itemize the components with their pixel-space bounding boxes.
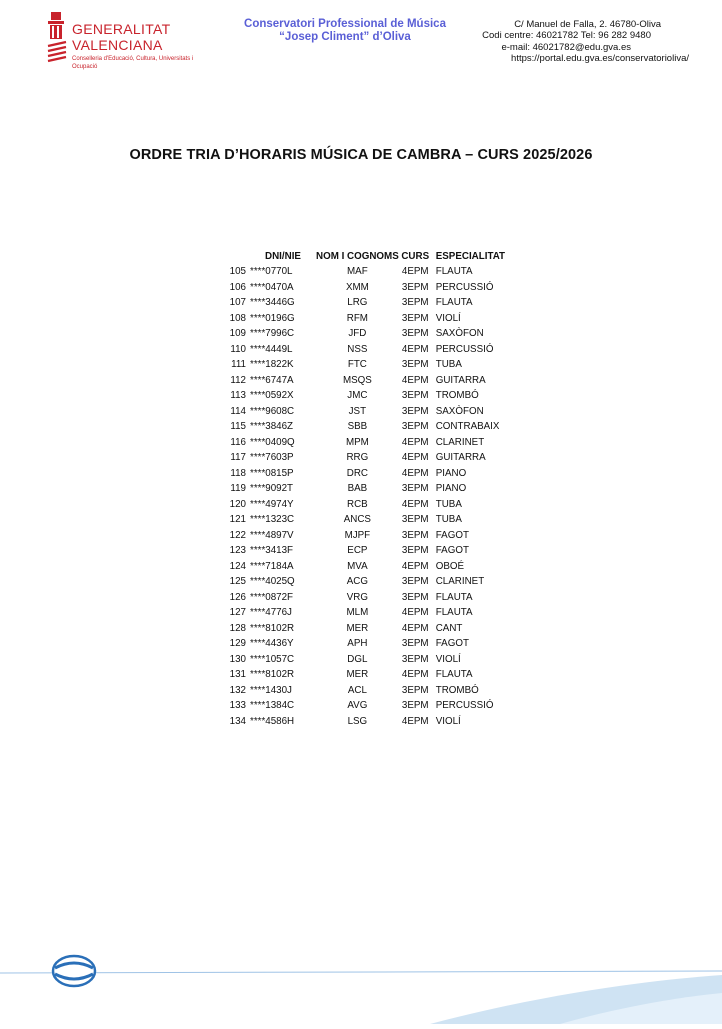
row-number: 118 (230, 467, 246, 479)
row-course: 4EPM (401, 498, 429, 510)
table-row (214, 559, 516, 575)
table-row (214, 543, 516, 559)
row-course: 3EPM (401, 700, 429, 712)
row-course: 3EPM (401, 529, 429, 541)
row-number: 120 (229, 498, 246, 510)
row-course: 4EPM (401, 452, 429, 464)
row-number: 129 (229, 638, 246, 650)
row-dni: ****7184A (250, 560, 294, 572)
row-dni: ****4449L (250, 343, 293, 355)
row-name: VRG (346, 591, 368, 603)
schedule-order-table (214, 248, 516, 729)
page-header (0, 0, 722, 80)
school-name (240, 18, 450, 44)
contact-email: e-mail: 46021782@edu.gva.es (501, 41, 631, 53)
row-dni: ****4897V (250, 529, 294, 541)
row-course: 4EPM (401, 607, 429, 619)
row-number: 121 (229, 514, 246, 526)
table-body (214, 264, 516, 729)
row-dni: ****4776J (250, 607, 292, 619)
row-specialty: PIANO (435, 483, 467, 495)
row-dni: ****3413F (250, 545, 294, 557)
row-dni: ****0470A (250, 281, 294, 293)
table-row (214, 497, 516, 513)
row-number: 108 (229, 312, 246, 324)
row-specialty: TUBA (435, 514, 462, 526)
row-specialty: FLAUTA (435, 591, 473, 603)
table-row (214, 388, 516, 404)
row-number: 113 (230, 390, 246, 402)
table-row (214, 636, 516, 652)
row-name: JFD (348, 328, 367, 340)
row-dni: ****9608C (250, 405, 295, 417)
row-number: 132 (229, 684, 246, 696)
row-specialty: CLARINET (435, 436, 485, 448)
row-dni: ****1323C (250, 514, 295, 526)
row-number: 126 (229, 591, 246, 603)
row-course: 4EPM (401, 560, 429, 572)
school-name-line2: “Josep Climent” d’Oliva (279, 31, 411, 43)
document-title: ORDRE TRIA D’HORARIS MÚSICA DE CAMBRA – CURS 2025/2026 (129, 147, 593, 163)
table-row (214, 574, 516, 590)
row-name: XMM (345, 281, 369, 293)
row-course: 3EPM (401, 638, 429, 650)
table-row (214, 590, 516, 606)
row-dni: ****7996C (250, 328, 295, 340)
row-specialty: TROMBÓ (435, 390, 479, 402)
row-dni: ****4586H (250, 715, 295, 727)
row-course: 3EPM (401, 545, 429, 557)
row-course: 3EPM (401, 359, 429, 371)
row-specialty: VIOLÍ (435, 312, 461, 324)
table-row (214, 698, 516, 714)
row-specialty: FAGOT (435, 545, 469, 557)
row-name: LSG (347, 715, 368, 727)
logo-title-line2: VALENCIANA (72, 37, 163, 53)
row-course: 3EPM (401, 591, 429, 603)
row-course: 3EPM (401, 297, 429, 309)
row-number: 123 (229, 545, 246, 557)
table-row (214, 528, 516, 544)
row-number: 124 (229, 560, 246, 572)
table-row (214, 667, 516, 683)
table-row (214, 326, 516, 342)
table-row (214, 404, 516, 420)
row-name: MLM (346, 607, 369, 619)
row-number: 110 (230, 343, 246, 355)
table-row (214, 714, 516, 730)
logo-subtitle: Conselleria d'Educació, Cultura, Universitats i Ocupació (72, 56, 194, 70)
row-course: 3EPM (401, 483, 429, 495)
row-specialty: PERCUSSIÓ (435, 343, 494, 355)
row-number: 125 (229, 576, 246, 588)
school-name-line1: Conservatori Professional de Música (244, 18, 446, 30)
row-name: LRG (347, 297, 368, 309)
row-name: RCB (347, 498, 368, 510)
table-header-row (214, 248, 516, 264)
table-row (214, 683, 516, 699)
row-dni: ****4974Y (250, 498, 294, 510)
row-number: 114 (230, 405, 246, 417)
row-specialty: PERCUSSIÓ (435, 281, 494, 293)
contact-block (469, 19, 689, 64)
row-specialty: GUITARRA (435, 374, 486, 386)
row-course: 3EPM (401, 653, 429, 665)
row-course: 4EPM (401, 622, 429, 634)
row-dni: ****9092T (250, 483, 294, 495)
row-specialty: VIOLÍ (435, 715, 461, 727)
table-row (214, 280, 516, 296)
row-number: 111 (231, 359, 246, 371)
row-name: JMC (347, 390, 368, 402)
row-dni: ****8102R (250, 669, 295, 681)
row-number: 134 (229, 715, 246, 727)
contact-url: https://portal.edu.gva.es/conservatorioliva/ (511, 52, 689, 64)
row-course: 4EPM (401, 266, 429, 278)
row-number: 109 (229, 328, 246, 340)
row-name: FTC (347, 359, 367, 371)
row-specialty: GUITARRA (435, 452, 486, 464)
row-specialty: FAGOT (435, 529, 469, 541)
header-number (214, 248, 250, 264)
row-dni: ****0409Q (250, 436, 295, 448)
row-course: 4EPM (401, 436, 429, 448)
row-name: AVG (347, 700, 368, 712)
row-dni: ****3446G (250, 297, 295, 309)
table-row (214, 481, 516, 497)
row-name: MER (346, 669, 369, 681)
row-name: MPM (345, 436, 369, 448)
table-row (214, 264, 516, 280)
row-course: 3EPM (401, 281, 429, 293)
row-number: 112 (230, 374, 246, 386)
table-row (214, 342, 516, 358)
row-course: 4EPM (401, 343, 429, 355)
row-dni: ****0770L (250, 266, 293, 278)
row-specialty: TUBA (435, 359, 462, 371)
contact-code-phone: Codi centre: 46021782 Tel: 96 282 9480 (482, 30, 651, 42)
logo-title-line1: GENERALITAT (72, 21, 171, 37)
row-dni: ****0196G (250, 312, 295, 324)
row-specialty: FLAUTA (435, 607, 473, 619)
row-specialty: CONTRABAIX (435, 421, 500, 433)
row-specialty: FAGOT (435, 638, 469, 650)
generalitat-logo (46, 12, 216, 72)
row-name: RFM (346, 312, 368, 324)
row-course: 3EPM (401, 576, 429, 588)
row-name: APH (347, 638, 368, 650)
row-dni: ****7603P (250, 452, 294, 464)
row-course: 3EPM (401, 312, 429, 324)
row-dni: ****0592X (250, 390, 294, 402)
row-number: 133 (229, 700, 246, 712)
row-name: ACL (347, 684, 367, 696)
row-dni: ****0815P (250, 467, 294, 479)
header-specialty: ESPECIALITAT (435, 250, 506, 262)
header-name: NOM I COGNOMS (316, 250, 399, 262)
row-dni: ****4436Y (250, 638, 294, 650)
row-course: 4EPM (401, 374, 429, 386)
row-specialty: FLAUTA (435, 669, 473, 681)
table-row (214, 419, 516, 435)
row-name: DGL (347, 653, 368, 665)
row-specialty: PERCUSSIÓ (435, 700, 494, 712)
table-row (214, 357, 516, 373)
row-dni: ****8102R (250, 622, 295, 634)
row-number: 105 (229, 266, 246, 278)
table-row (214, 466, 516, 482)
row-specialty: TROMBÓ (435, 684, 479, 696)
row-number: 116 (230, 436, 246, 448)
row-specialty: TUBA (435, 498, 462, 510)
row-dni: ****1822K (250, 359, 294, 371)
table-row (214, 295, 516, 311)
row-name: DRC (346, 467, 368, 479)
contact-address: C/ Manuel de Falla, 2. 46780-Oliva (514, 19, 661, 30)
row-name: ECP (347, 545, 368, 557)
coat-of-arms-icon (46, 12, 68, 64)
table-row (214, 605, 516, 621)
row-course: 3EPM (401, 405, 429, 417)
row-specialty: PIANO (435, 467, 467, 479)
row-name: MSQS (342, 374, 372, 386)
row-specialty: SAXÒFON (435, 328, 484, 340)
row-name: ACG (346, 576, 368, 588)
row-name: JST (348, 405, 367, 417)
row-specialty: CANT (435, 622, 463, 634)
row-number: 117 (230, 452, 246, 464)
row-course: 3EPM (401, 390, 429, 402)
footer-wave (0, 945, 722, 1024)
row-dni: ****6747A (250, 374, 294, 386)
table-row (214, 435, 516, 451)
row-name: MAF (347, 266, 368, 278)
oval-emblem-icon (51, 954, 97, 988)
row-dni: ****1384C (250, 700, 295, 712)
row-specialty: FLAUTA (435, 266, 473, 278)
row-dni: ****1057C (250, 653, 295, 665)
row-number: 119 (230, 483, 246, 495)
row-name: SBB (347, 421, 368, 433)
table-row (214, 621, 516, 637)
row-number: 128 (229, 622, 246, 634)
row-dni: ****3846Z (250, 421, 294, 433)
table-row (214, 512, 516, 528)
row-specialty: OBOÉ (435, 560, 465, 572)
row-name: NSS (347, 343, 368, 355)
row-dni: ****0872F (250, 591, 294, 603)
row-course: 3EPM (401, 421, 429, 433)
row-specialty: FLAUTA (435, 297, 473, 309)
row-course: 4EPM (401, 715, 429, 727)
row-specialty: VIOLÍ (435, 653, 461, 665)
row-course: 4EPM (401, 467, 429, 479)
row-name: ANCS (343, 514, 371, 526)
row-specialty: CLARINET (435, 576, 485, 588)
row-dni: ****4025Q (250, 576, 295, 588)
row-number: 131 (229, 669, 246, 681)
row-specialty: SAXÒFON (435, 405, 484, 417)
page-footer (0, 945, 722, 1024)
row-number: 115 (230, 421, 246, 433)
row-course: 3EPM (401, 684, 429, 696)
table-row (214, 373, 516, 389)
table-row (214, 311, 516, 327)
row-dni: ****1430J (250, 684, 292, 696)
row-course: 3EPM (401, 328, 429, 340)
row-name: BAB (347, 483, 368, 495)
row-number: 122 (229, 529, 246, 541)
header-course: CURS (401, 250, 430, 262)
row-number: 130 (229, 653, 246, 665)
row-number: 127 (229, 607, 246, 619)
row-name: RRG (346, 452, 369, 464)
row-name: MVA (347, 560, 368, 572)
row-name: MJPF (344, 529, 371, 541)
header-dni: DNI/NIE (265, 250, 301, 262)
row-number: 107 (229, 297, 246, 309)
row-name: MER (346, 622, 369, 634)
row-course: 4EPM (401, 669, 429, 681)
row-number: 106 (229, 281, 246, 293)
row-course: 3EPM (401, 514, 429, 526)
table-row (214, 450, 516, 466)
table-row (214, 652, 516, 668)
